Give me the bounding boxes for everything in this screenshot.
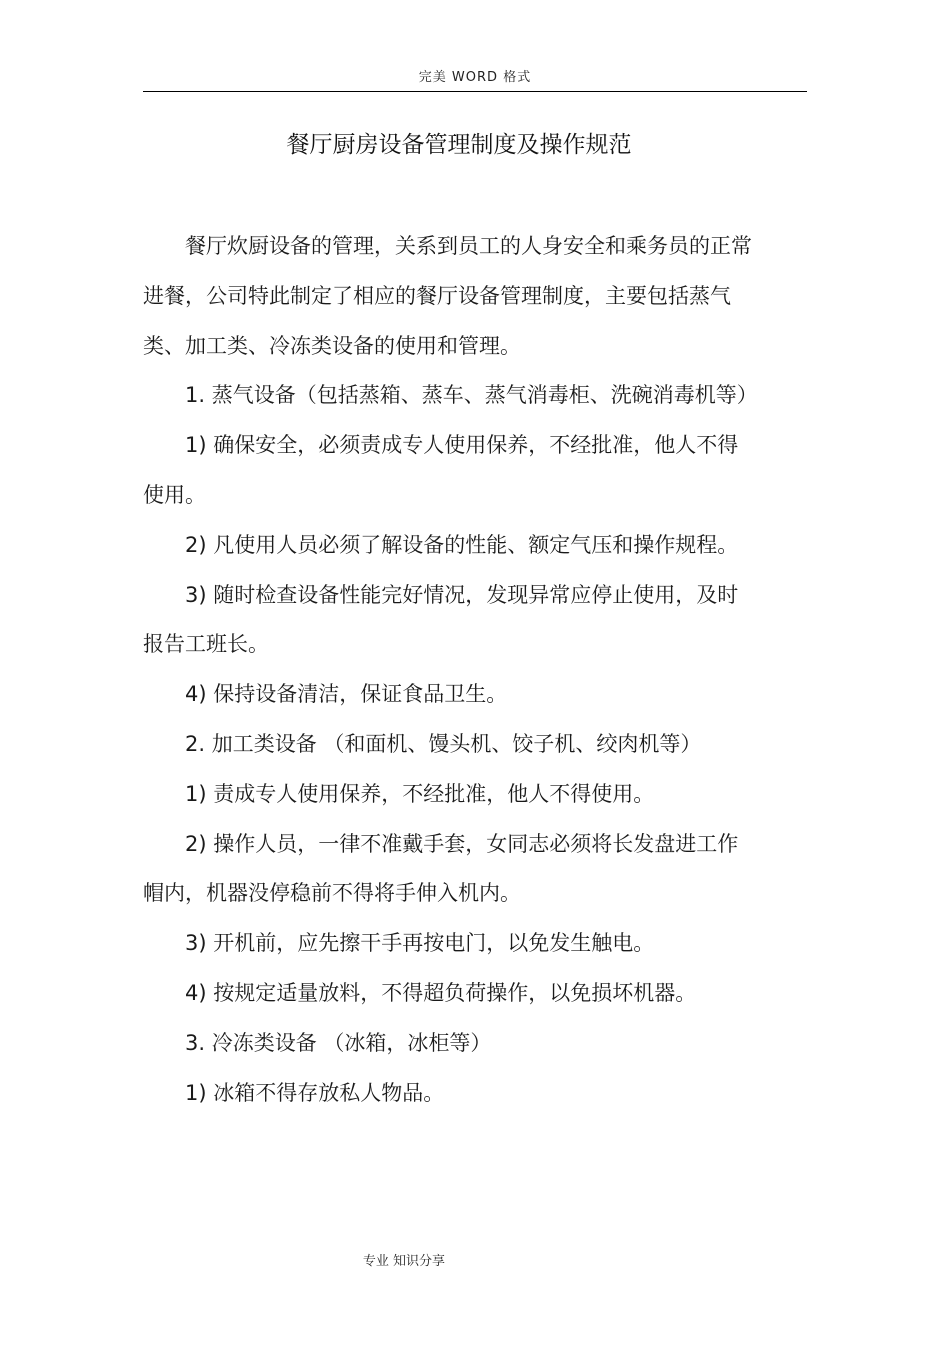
list-item: 1) 责成专人使用保养，不经批准，他人不得使用。: [185, 781, 655, 806]
list-item: 1) 确保安全，必须责成专人使用保养，不经批准，他人不得使用。: [143, 433, 739, 507]
list-item: 2) 凡使用人员必须了解设备的性能、额定气压和操作规程。: [185, 532, 739, 557]
section-heading-steam-equipment: 1. 蒸气设备（包括蒸箱、蒸车、蒸气消毒柜、洗碗消毒机等）: [185, 383, 758, 408]
list-item: 4) 保持设备清洁，保证食品卫生。: [185, 682, 508, 707]
section-heading-processing-equipment: 2. 加工类设备 （和面机、馒头机、饺子机、绞肉机等）: [185, 731, 702, 756]
section-heading-freezing-equipment: 3. 冷冻类设备 （冰箱，冰柜等）: [185, 1030, 492, 1055]
list-item: 3) 随时检查设备性能完好情况，发现异常应停止使用，及时报告工班长。: [143, 582, 739, 657]
page-footer: 专业 知识分享: [362, 1254, 446, 1269]
document-body: [143, 222, 758, 1118]
list-item: 3) 开机前，应先擦干手再按电门，以免发生触电。: [185, 931, 655, 956]
document-title: 餐厅厨房设备管理制度及操作规范: [286, 132, 632, 158]
header-divider: [143, 91, 807, 92]
intro-paragraph: 餐厅炊厨设备的管理，关系到员工的人身安全和乘务员的正常进餐，公司特此制定了相应的餐厅设备管理制度，主要包括蒸气类、加工类、冷冻类设备的使用和管理。: [143, 234, 752, 358]
list-item: 1) 冰箱不得存放私人物品。: [185, 1080, 445, 1105]
page-header: 完美 WORD 格式: [418, 70, 532, 85]
list-item: 2) 操作人员，一律不准戴手套，女同志必须将长发盘进工作帽内，机器没停稳前不得将手伸入机内。: [143, 831, 739, 906]
list-item: 4) 按规定适量放料，不得超负荷操作，以免损坏机器。: [185, 980, 697, 1005]
